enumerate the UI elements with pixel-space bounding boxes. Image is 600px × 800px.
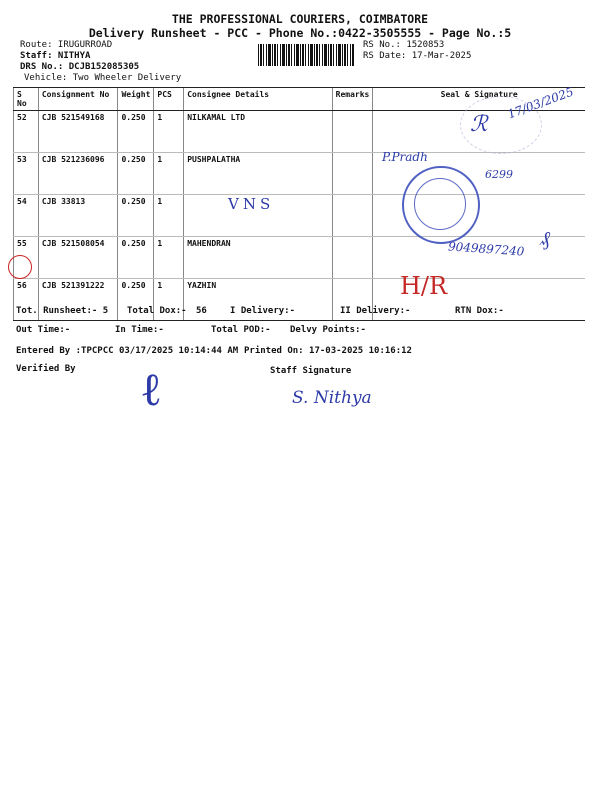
cell-sno: 54 xyxy=(14,195,39,237)
cell-remarks xyxy=(332,237,373,279)
total-runsheet: Tot. Runsheet:- 5 xyxy=(16,306,109,316)
cell-consignee: MAHENDRAN xyxy=(184,237,332,279)
route: Route: IRUGURROAD xyxy=(20,40,113,50)
cell-pcs: 1 xyxy=(154,279,184,321)
cell-weight: 0.250 xyxy=(118,237,154,279)
staff-signature-label: Staff Signature xyxy=(270,366,352,376)
col-weight: Weight xyxy=(118,88,154,111)
verified-by: Verified By xyxy=(16,364,76,374)
cell-consignment: CJB 33813 xyxy=(38,195,118,237)
rs-date: RS Date: 17-Mar-2025 xyxy=(363,51,472,61)
handwritten-signature-52: ℛ xyxy=(470,112,488,137)
table-row xyxy=(14,195,586,237)
i-delivery: I Delivery:- xyxy=(230,306,296,316)
cell-consignee: PUSHPALATHA xyxy=(184,153,332,195)
printed-on: Printed On: 17-03-2025 10:16:12 xyxy=(244,346,412,356)
handwritten-phone: 9049897240 xyxy=(447,239,525,259)
runsheet-subtitle: Delivery Runsheet - PCC - Phone No.:0422-3505555 - Page No.:5 xyxy=(88,26,512,40)
cell-consignee: NILKAMAL LTD xyxy=(184,111,332,153)
cell-sno: 52 xyxy=(14,111,39,153)
cell-remarks xyxy=(332,111,373,153)
handwritten-vns: VNS xyxy=(228,195,275,213)
cell-consignment: CJB 521236096 xyxy=(38,153,118,195)
vehicle: Vehicle: Two Wheeler Delivery xyxy=(24,73,182,83)
col-remarks: Remarks xyxy=(332,88,373,111)
delvy-points: Delvy Points:- xyxy=(290,325,366,335)
company-title: THE PROFESSIONAL COURIERS, COIMBATORE xyxy=(171,12,429,26)
cell-remarks xyxy=(332,153,373,195)
staff: Staff: NITHYA xyxy=(20,51,91,61)
staff-handwritten-signature: S. Nithya xyxy=(292,388,372,408)
col-sno: S No xyxy=(14,88,39,111)
cell-sno: 53 xyxy=(14,153,39,195)
cell-pcs: 1 xyxy=(154,195,184,237)
cell-weight: 0.250 xyxy=(118,153,154,195)
cell-weight: 0.250 xyxy=(118,195,154,237)
cell-consignment: CJB 521508054 xyxy=(38,237,118,279)
cell-sno: 56 xyxy=(14,279,39,321)
out-time: Out Time:- xyxy=(16,325,71,335)
cell-consignee: YAZHIN xyxy=(184,279,332,321)
drs-number: DRS No.: DCJB152085305 xyxy=(20,62,140,72)
rs-number: RS No.: 1520853 xyxy=(363,40,445,50)
handwritten-hr: H/R xyxy=(400,272,448,300)
total-dox-value: 56 xyxy=(196,306,207,316)
rtn-dox: RTN Dox:- xyxy=(455,306,504,316)
col-consignment: Consignment No xyxy=(38,88,118,111)
verifier-signature: ℓ xyxy=(140,362,163,416)
col-consignee: Consignee Details xyxy=(184,88,332,111)
handwritten-pushpa: P.Pradh xyxy=(382,150,428,164)
col-seal: Seal & Signature xyxy=(373,88,585,111)
cell-pcs: 1 xyxy=(154,153,184,195)
handwritten-date: 17/03/2025 xyxy=(505,84,576,122)
cell-pcs: 1 xyxy=(154,111,184,153)
total-pod: Total POD:- xyxy=(211,325,271,335)
barcode xyxy=(258,44,354,66)
cell-weight: 0.250 xyxy=(118,111,154,153)
cell-sno: 55 xyxy=(14,237,39,279)
red-circle-mark xyxy=(8,255,32,279)
handwritten-number-53: 6299 xyxy=(485,168,513,181)
cell-pcs: 1 xyxy=(154,237,184,279)
cell-consignment: CJB 521549168 xyxy=(38,111,118,153)
ii-delivery: II Delivery:- xyxy=(340,306,411,316)
in-time: In Time:- xyxy=(115,325,164,335)
handwritten-signature-55: ₰ xyxy=(540,226,550,250)
entered-by: Entered By :TPCPCC 03/17/2025 10:14:44 AM xyxy=(16,346,239,356)
cell-remarks xyxy=(332,195,373,237)
col-pcs: PCS xyxy=(154,88,184,111)
cell-consignment: CJB 521391222 xyxy=(38,279,118,321)
cell-weight: 0.250 xyxy=(118,279,154,321)
company-stamp-inner xyxy=(414,178,466,230)
total-dox-label: Total Dox:- xyxy=(127,306,187,316)
